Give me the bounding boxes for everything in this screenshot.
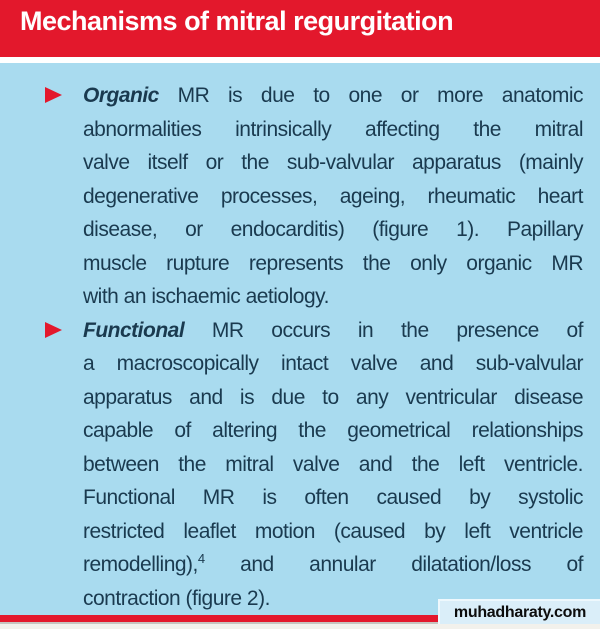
text-line-rest: MR occurs in the presence of <box>184 318 583 342</box>
bullet-triangle-icon <box>45 87 62 103</box>
text-line <box>83 548 583 582</box>
bullet-item-organic <box>83 79 583 314</box>
text-line: contraction (figure 2). <box>83 586 270 610</box>
text-line: restricted leaflet motion (caused by left ventricle <box>83 519 583 543</box>
text-line <box>83 314 583 348</box>
text-line: degenerative processes, ageing, rheumatic heart <box>83 184 583 208</box>
watermark-badge <box>438 599 600 624</box>
text-line-rest: MR is due to one or more anatomic <box>158 84 583 107</box>
reference-superscript: 4 <box>197 551 205 566</box>
watermark-label: muhadharaty.com <box>453 603 587 621</box>
bullet-item-functional <box>83 314 583 616</box>
text-line: Functional MR is often caused by systolic <box>83 486 583 509</box>
bullet-keyword: Organic <box>83 84 159 107</box>
body-text-area <box>0 63 600 615</box>
text-line: between the mitral valve and the left ventricle. <box>83 452 583 476</box>
text-line <box>83 79 583 113</box>
bullet-keyword: Functional <box>83 318 185 342</box>
header-bar <box>0 0 600 57</box>
bullet-triangle-icon <box>45 322 62 338</box>
text-line: capable of altering the geometrical relationships <box>83 419 583 442</box>
page-title: Mechanisms of mitral regurgitation <box>20 6 454 36</box>
text-line: a macroscopically intact valve and sub-valvular <box>83 352 583 375</box>
text-line: with an ischaemic aetiology. <box>83 285 329 308</box>
text-line-post: and annular dilatation/loss of <box>204 553 583 576</box>
text-line: apparatus and is due to any ventricular disease <box>83 385 583 409</box>
text-line: abnormalities intrinsically affecting the mitral <box>83 117 583 141</box>
text-line: disease, or endocarditis) (figure 1). Papillary <box>83 218 583 241</box>
text-line: valve itself or the sub-valvular apparatus (mainly <box>83 151 583 174</box>
text-line: muscle rupture represents the only organic MR <box>83 251 583 275</box>
text-line-pre: remodelling), <box>83 553 198 576</box>
